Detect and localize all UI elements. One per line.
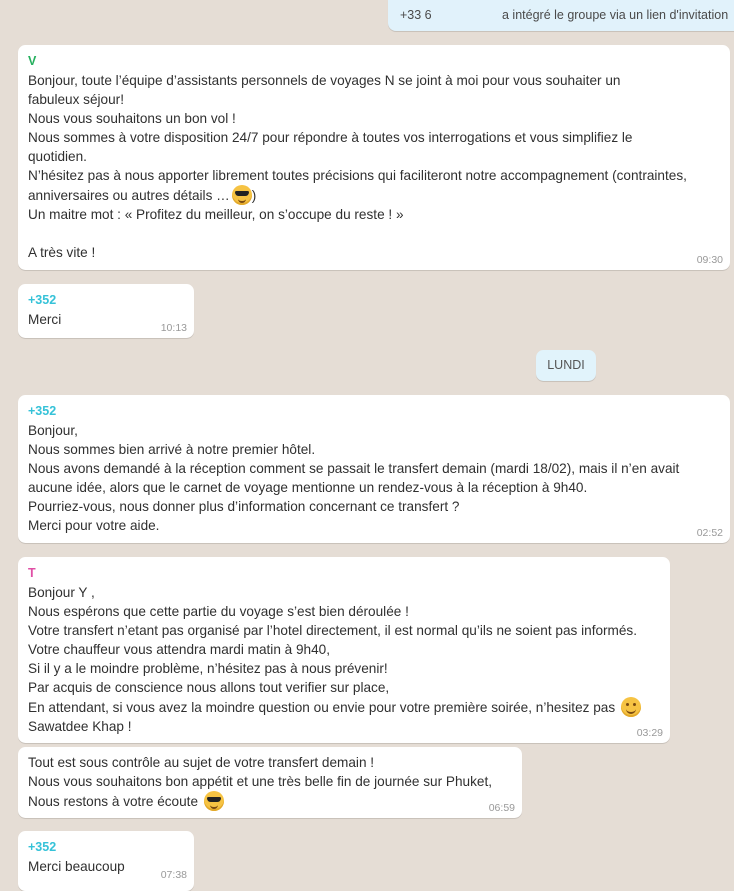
- message-line: Un maitre mot : « Profitez du meilleur, on s’occupe du reste ! »: [28, 207, 404, 222]
- message-line: Pourriez-vous, nous donner plus d’information concernant ce transfert ?: [28, 499, 460, 514]
- smiling-face-with-sunglasses-icon: [204, 791, 224, 811]
- message-line: A très vite !: [28, 245, 96, 260]
- message-bubble[interactable]: [18, 557, 670, 743]
- message-sender[interactable]: +352: [28, 404, 57, 418]
- message-line: Merci: [28, 312, 62, 327]
- message-blank-line: [28, 224, 721, 243]
- message-bubble[interactable]: [18, 45, 730, 270]
- message-line: Nous vous souhaitons un bon vol !: [28, 111, 236, 126]
- message-sender[interactable]: +352: [28, 840, 57, 854]
- message-line: Nous vous souhaitons bon appétit et une très belle fin de journée sur Phuket,: [28, 774, 492, 789]
- message-line: fabuleux séjour!: [28, 92, 124, 107]
- system-notice-phone: +33 6: [400, 8, 432, 22]
- message-line: Bonjour, toute l’équipe d’assistants personnels de voyages N se joint à moi pour vous souhaiter un: [28, 73, 621, 88]
- message-line-text: anniversaires ou autres détails …: [28, 188, 230, 203]
- message-bubble[interactable]: [18, 747, 522, 818]
- message-time: 10:13: [160, 322, 187, 334]
- message-bubble[interactable]: [18, 831, 194, 891]
- message-line: Par acquis de conscience nous allons tout verifier sur place,: [28, 680, 390, 695]
- message-line: Tout est sous contrôle au sujet de votre transfert demain !: [28, 755, 375, 770]
- message-sender[interactable]: V: [28, 54, 37, 68]
- message-bubble[interactable]: [18, 284, 194, 338]
- message-line-text: Nous restons à votre écoute: [28, 794, 199, 809]
- message-line: Nous sommes à votre disposition 24/7 pour répondre à toutes vos interrogations et vous simplifiez le: [28, 130, 633, 145]
- message-line: Merci beaucoup: [28, 859, 125, 874]
- message-line: anniversaires ou autres détails … ): [28, 185, 721, 205]
- message-time: 03:29: [636, 727, 663, 739]
- message-line: Votre chauffeur vous attendra mardi matin à 9h40,: [28, 642, 331, 657]
- message-line: Nous espérons que cette partie du voyage s’est bien déroulée !: [28, 604, 409, 619]
- message-line: Bonjour Y ,: [28, 585, 95, 600]
- message-line: Nous avons demandé à la réception comment se passait le transfert demain (mardi 18/02), mais il n’en avait: [28, 461, 680, 476]
- message-sender[interactable]: T: [28, 566, 36, 580]
- message-line: Nous sommes bien arrivé à notre premier hôtel.: [28, 442, 316, 457]
- smiling-face-with-sunglasses-icon: [232, 185, 252, 205]
- message-line: [28, 697, 661, 717]
- message-line: [28, 791, 513, 811]
- message-time: 06:59: [488, 802, 515, 814]
- message-line: Si il y a le moindre problème, n’hésitez pas à nous prévenir!: [28, 661, 388, 676]
- message-line: aucune idée, alors que le carnet de voyage mentionne un rendez-vous à la réception à 9h40.: [28, 480, 588, 495]
- message-line: Sawatdee Khap !: [28, 719, 132, 734]
- message-time: 07:38: [160, 869, 187, 881]
- message-line: Bonjour,: [28, 423, 78, 438]
- message-line: Merci pour votre aide.: [28, 518, 160, 533]
- message-line: N’hésitez pas à nous apporter librement toutes précisions qui faciliteront notre accompagnement (contraintes,: [28, 168, 687, 183]
- message-line-text: En attendant, si vous avez la moindre question ou envie pour votre première soirée, n’hesitez pas: [28, 700, 616, 715]
- system-notice: [388, 0, 734, 31]
- message-time: 02:52: [696, 527, 723, 539]
- message-sender[interactable]: +352: [28, 293, 57, 307]
- message-bubble[interactable]: [18, 395, 730, 543]
- message-line: quotidien.: [28, 149, 87, 164]
- system-notice-text: a intégré le groupe via un lien d'invitation: [502, 8, 729, 22]
- day-separator: LUNDI: [536, 350, 596, 381]
- message-line: Votre transfert n’etant pas organisé par l’hotel directement, il est normal qu’ils ne soient pas informés.: [28, 623, 638, 638]
- message-time: 09:30: [696, 254, 723, 266]
- smiling-face-icon: [621, 697, 641, 717]
